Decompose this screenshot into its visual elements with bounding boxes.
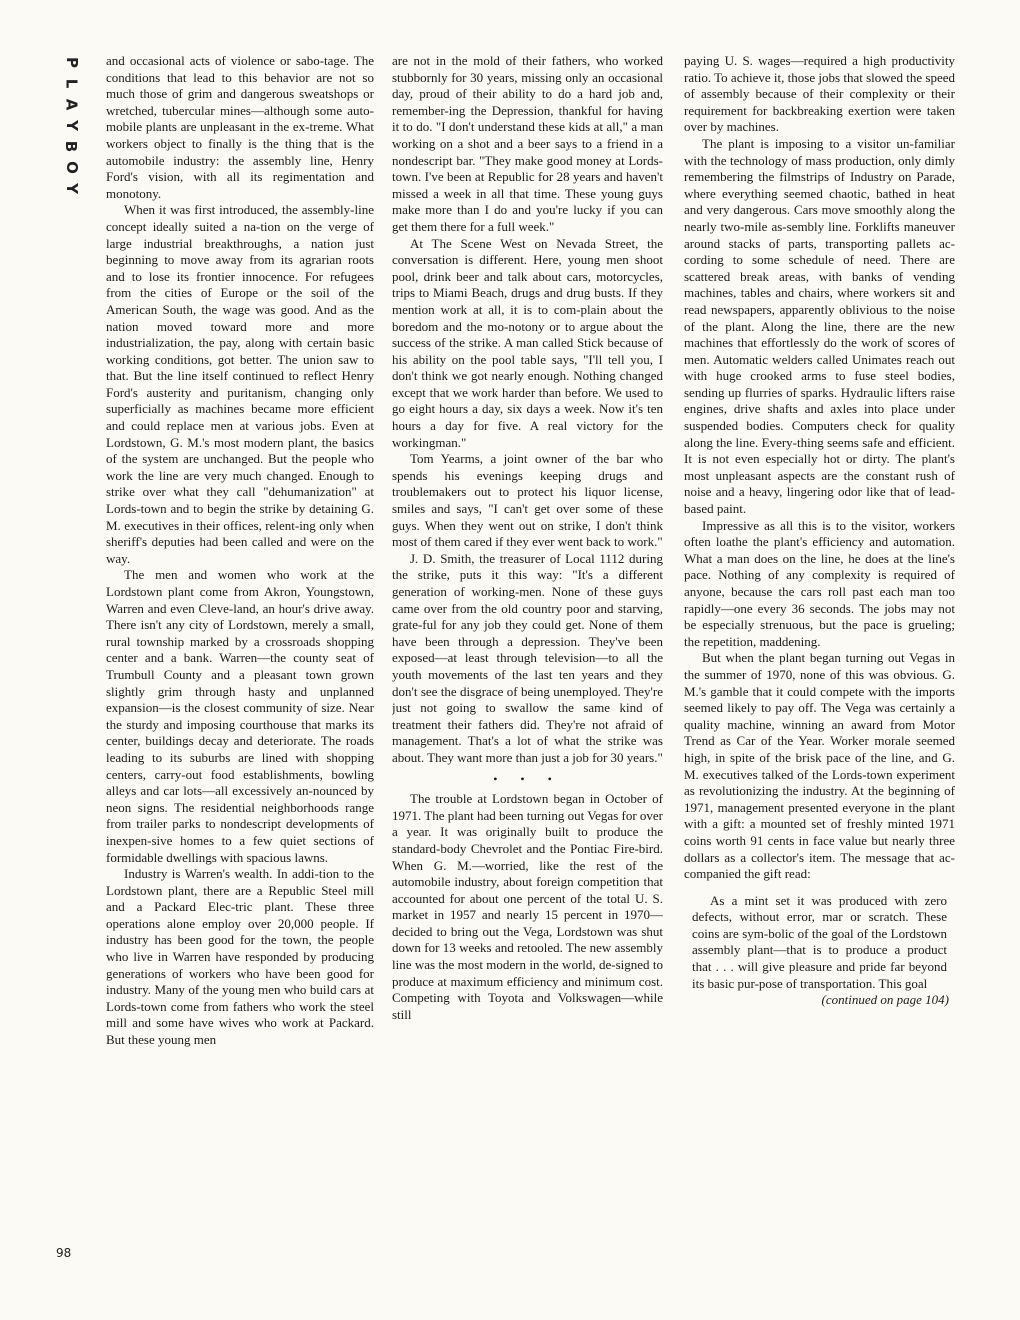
paragraph: At The Scene West on Nevada Street, the conversation is different. Here, young men shoot pool, drink beer and talk about cars, motorcycles, trips to Miami Beach, drugs and drug busts. If they mention work at all, it is to com-plain about the boredom and the mo-notony or to argue about the success of the strike. A man called Stick because of his ability on the pool table says, "I'll tell you, I don't think we got nearly enough. Nothing changed except that we work harder than before. We used to go eight hours a day, six days a week. Now it's ten hours a day for five. A real victory for the workingman." [392, 235, 663, 450]
masthead-letter: L [62, 78, 81, 89]
masthead-letter: B [62, 140, 81, 153]
paragraph: But when the plant began turning out Vegas in the summer of 1970, none of this was obvious. G. M.'s gamble that it could compete with the imports seemed likely to pay off. The Vega was certainly a quality machine, winning an award from Motor Trend as Car of the Year. Worker morale seemed high, in spite of the brisk pace of the line, and G. M. executives talked of the Lords-town experiment as revolutionizing the industry. At the beginning of 1971, management presented everyone in the plant with a gift: a mounted set of freshly minted 1971 coins worth 91 cents in face value but nearly three dollars as a collector's item. The message that ac-companied the gift read: [684, 650, 955, 882]
masthead-letter: A [62, 98, 81, 111]
playboy-masthead [58, 52, 84, 199]
paragraph: The plant is imposing to a visitor un-familiar with the technology of mass production, only dimly remembering the filmstrips of Industry on Parade, where everything seemed chaotic, bathed in heat and very dangerous. Cars move smoothly along the nearly two-mile as-sembly line. Forklifts maneuver around stacks of parts, transporting pallets ac-cording to some schedule of need. There are scattered break areas, with banks of vending machines, tables and chairs, where workers sit and read newspapers, apparently oblivious to the noise of the plant. Along the line, there are the new machines that effortlessly do the work of scores of men. Automatic welders called Unimates reach out with huge crooked arms to fuse steel bodies, sending up flurries of sparks. Hydraulic lifters raise engines, drive shafts and axles into place under suspended bodies. Computers check for quality along the line. Every-thing seems safe and efficient. It is not even especially hot or dirty. The plant's most unpleasant aspects are the constant rush of noise and a heavy, lingering odor like that of lead-based paint. [684, 135, 955, 517]
paragraph: When it was first introduced, the assembly-line concept ideally suited a na-tion on the verge of large industrial breakthroughs, a nation just beginning to move away from its agrarian roots and to lose its frontier innocence. For refugees from the cities of Europe or the soil of the American South, the wage was good. And as the nation moved toward more and more industrialization, the pay, along with certain basic working conditions, got better. The union saw to that. But the line itself continued to reflect Henry Ford's austerity and puritanism, changing only superficially as machines became more efficient and could replace men at various jobs. Even at Lordstown, G. M.'s most modern plant, the basics of the system are unchanged. But the people who work the line are very much changed. Enough to strike over what they call "dehumanization" at Lords-town and to begin the strike by detaining G. M. executives in their offices, relent-ing only when sheriff's deputies had been called and were on the way. [106, 202, 374, 566]
paragraph: The men and women who work at the Lordstown plant come from Akron, Youngstown, Warren and even Cleve-land, an hour's drive away. There isn't any city of Lordstown, merely a small, rural township marked by a crossroads shopping center and a bank. Warren—the county seat of Trumbull County and a pleasant town grown slightly grim through hasty and unplanned expansion—is the closest community of size. Near the sturdy and imposing courthouse that marks its center, buildings decay and deteriorate. The roads leading to its suburbs are lined with shopping centers, carry-out food establishments, bowling alleys and car lots—all excessively an-nounced by neon signs. The residential neighborhoods range from trailer parks to nondescript developments of inexpen-sive homes to a few quiet sections of formidable dwellings with spacious lawns. [106, 567, 374, 865]
paragraph: and occasional acts of violence or sabo-tage. The conditions that lead to this behavior are not so much those of grim and dangerous sweatshops or wretched, tubercular mines—although some auto-mobile plants are unpleasant in the ex-treme. What workers object to finally is the thing that is the automobile industry: the assembly line, Henry Ford's vision, with all its regimentation and monotony. [106, 53, 374, 201]
continued-note: (continued on page 104) [821, 992, 949, 1008]
block-quote [692, 893, 947, 993]
masthead-letter: Y [62, 120, 81, 131]
paragraph: J. D. Smith, the treasurer of Local 1112 during the strike, puts it this way: "It's a different generation of working-men. None of these guys came over from the old country poor and starving, grate-ful for any job they could get. None of them have been through a depression. They've been exposed—at least through television—to all the youth movements of the last ten years and they don't see the disgrace of being unemployed. They're just not going to swallow the same kind of treatment their fathers did. They're not afraid of management. That's a lot of what the strike was about. They want more than just a job for 30 years." [392, 550, 663, 765]
paragraph: The trouble at Lordstown began in October of 1971. The plant had been turning out Vegas for over a year. It was originally built to produce the standard-body Chevrolet and the Pontiac Fire-bird. When G. M.—worried, like the rest of the automobile industry, about foreign competition that accounted for about one percent of the total U. S. market in 1957 and nearly 15 percent in 1970—decided to bring out the Vega, Lordstown was shut down for 13 weeks and retooled. The new assembly line was the most modern in the world, de-signed to produce at maximum efficiency and minimum cost. Competing with Toyota and Volkswagen—while still [392, 791, 663, 1022]
article-column-2 [392, 53, 663, 1273]
page-number: 98 [56, 1246, 72, 1260]
article-column-3 [684, 53, 955, 1273]
paragraph: Tom Yearms, a joint owner of the bar who spends his evenings keeping drugs and troublemakers out to protect his liquor license, smiles and says, "I can't get over some of these guys. When they went out on strike, I don't think most of them cared if they ever went back to work." [392, 451, 663, 550]
masthead-letter: P [62, 57, 81, 68]
paragraph: Impressive as all this is to the visitor, workers often loathe the plant's efficiency and automation. What a man does on the line, he does at the line's pace. Nothing of any complexity is required of anyone, because the cars roll past each man too rapidly—one every 36 seconds. The jobs may not be especially strenuous, but the pace is grueling; the repetition, maddening. [684, 517, 955, 649]
paragraph: Industry is Warren's wealth. In addi-tion to the Lordstown plant, there are a Republic Steel mill and a Packard Elec-tric plant. These three operations alone employ over 20,000 people. If industry has been good for the town, the people who live in Warren have responded by producing generations of workers who have been good for industry. Many of the young men who build cars at Lords-town come from fathers who work the steel mill and some have wives who work at Packard. But these young men [106, 866, 374, 1048]
masthead-letter: O [62, 161, 81, 174]
masthead-letter: Y [62, 183, 81, 194]
section-break: • • • [493, 771, 562, 786]
paragraph: are not in the mold of their fathers, who worked stubbornly for 30 years, missing only an occasional day, proud of their ability to do a hard job and, remember-ing the Depression, thankful for having it to do. "I don't understand these kids at all," a man working on a shot and a beer says to a friend in a nondescript bar. "They make good money at Lords-town. I've been at Republic for 28 years and haven't missed a week in all that time. These young guys make more than I do and you're lucky if you can get them there for a full week." [392, 53, 663, 234]
article-column-1 [106, 53, 374, 1273]
paragraph: paying U. S. wages—required a high productivity ratio. To achieve it, those jobs that slowed the speed of assembly because of their complexity or their requirement for backbreaking exertion were taken over by machines. [684, 53, 955, 135]
quote-text: As a mint set it was produced with zero defects, without error, mar or scratch. These coins are sym-bolic of the goal of the Lordstown assembly plant—that is to produce a product that . . . will give pleasure and pride far beyond its basic pur-pose of transportation. This goal [692, 892, 947, 991]
